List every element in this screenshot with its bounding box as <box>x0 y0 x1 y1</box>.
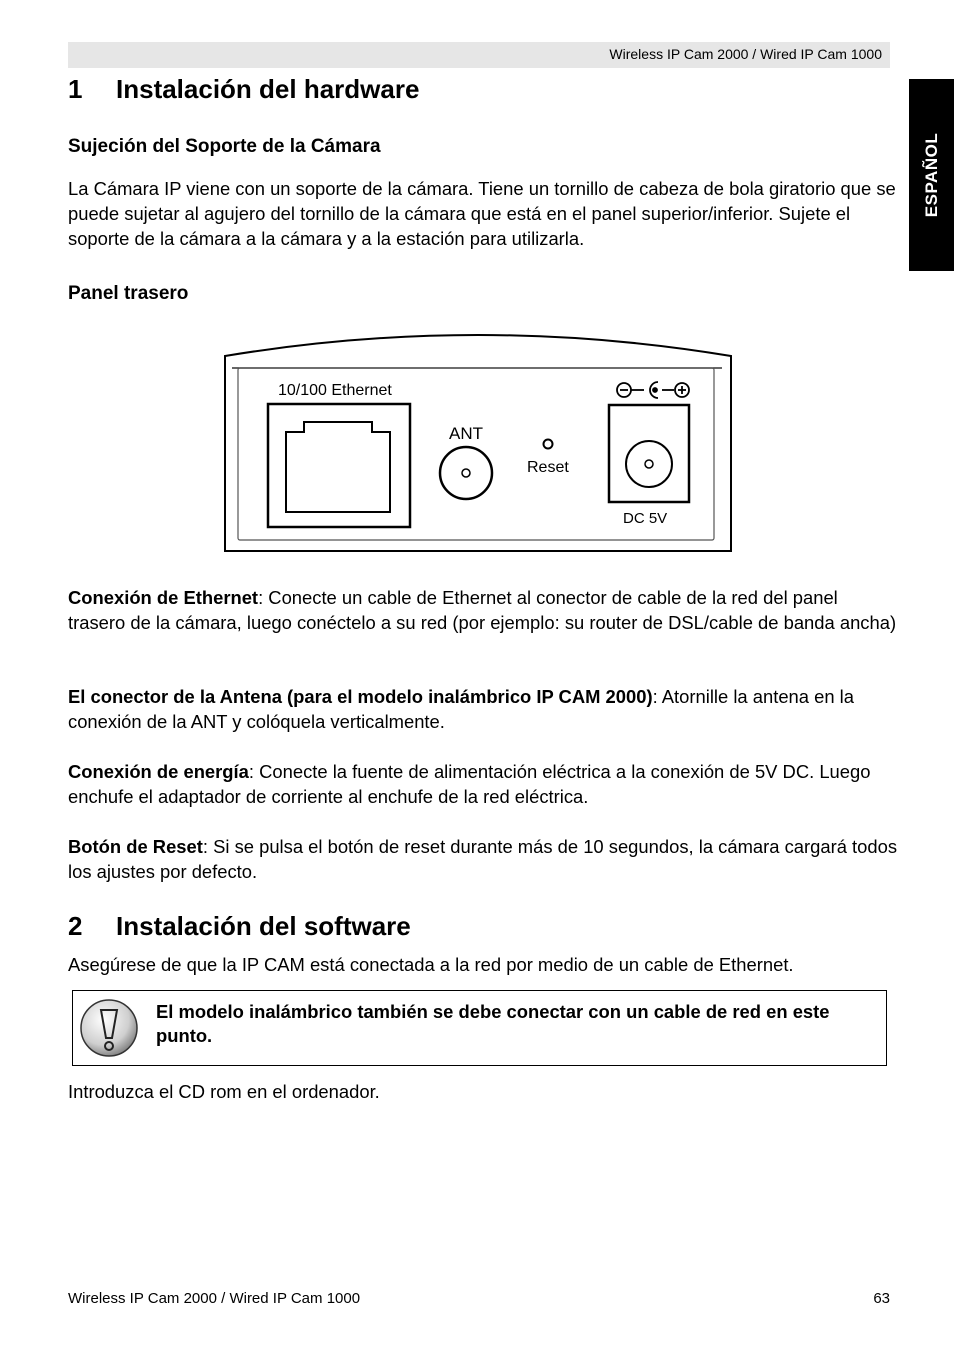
polarity-icon <box>617 382 689 398</box>
header-title: Wireless IP Cam 2000 / Wired IP Cam 1000 <box>609 46 882 62</box>
section-title: Instalación del hardware <box>116 74 420 104</box>
note-text: El modelo inalámbrico también se debe conectar con un cable de red en este punto. <box>156 1001 830 1046</box>
language-tab <box>909 79 954 271</box>
section-heading-software <box>68 911 411 942</box>
ethernet-description: Conexión de Ethernet: Conecte un cable de Ethernet al conector de cable de la red del panel trasero de la cámara, luego conéctelo a su red (por ejemplo: su router de DSL/cable de banda ancha) <box>68 587 897 633</box>
antenna-description: El conector de la Antena (para el modelo inalámbrico IP CAM 2000): Atornille la antena en la conexión de la ANT y colóquela verticalmente. <box>68 686 854 732</box>
term: Conexión de Ethernet <box>68 587 259 608</box>
page-number: 63 <box>873 1290 890 1307</box>
section-heading-hardware <box>68 74 419 105</box>
language-tab-label: ESPAÑOL <box>921 132 941 218</box>
power-description: Conexión de energía: Conecte la fuente de alimentación eléctrica a la conexión de 5V DC. Luego enchufe el adaptador de corriente al enchufe de la red eléctrica. <box>68 761 871 807</box>
term: Conexión de energía <box>68 761 249 782</box>
mount-paragraph: La Cámara IP viene con un soporte de la cámara. Tiene un tornillo de cabeza de bola giratorio que se puede sujetar al agujero del tornillo de la cámara que está en el panel superior/inferior. Sujete el soporte de la cámara a la cámara y a la estación para utilizarla. <box>68 178 896 249</box>
section-title: Instalación del software <box>116 911 411 941</box>
term: Botón de Reset <box>68 836 203 857</box>
footer-title: Wireless IP Cam 2000 / Wired IP Cam 1000 <box>68 1290 361 1307</box>
term: El conector de la Antena (para el modelo inalámbrico IP CAM 2000) <box>68 686 653 707</box>
reset-description: Botón de Reset: Si se pulsa el botón de reset durante más de 10 segundos, la cámara cargará todos los ajustes por defecto. <box>68 836 898 882</box>
rear-panel-diagram <box>222 328 734 556</box>
section-number: 1 <box>68 74 83 104</box>
note-box <box>72 990 887 1066</box>
ethernet-label: 10/100 Ethernet <box>278 382 392 399</box>
mount-heading: Sujeción del Soporte de la Cámara <box>68 136 381 157</box>
software-next-step: Introduzca el CD rom en el ordenador. <box>68 1081 380 1102</box>
panel-heading: Panel trasero <box>68 283 189 304</box>
dc-label: DC 5V <box>623 510 668 527</box>
warning-icon <box>79 998 139 1058</box>
software-intro: Asegúrese de que la IP CAM está conectada a la red por medio de un cable de Ethernet. <box>68 954 794 975</box>
section-number: 2 <box>68 911 83 941</box>
ant-label: ANT <box>449 424 483 443</box>
reset-label: Reset <box>527 459 569 476</box>
running-header <box>68 42 890 68</box>
